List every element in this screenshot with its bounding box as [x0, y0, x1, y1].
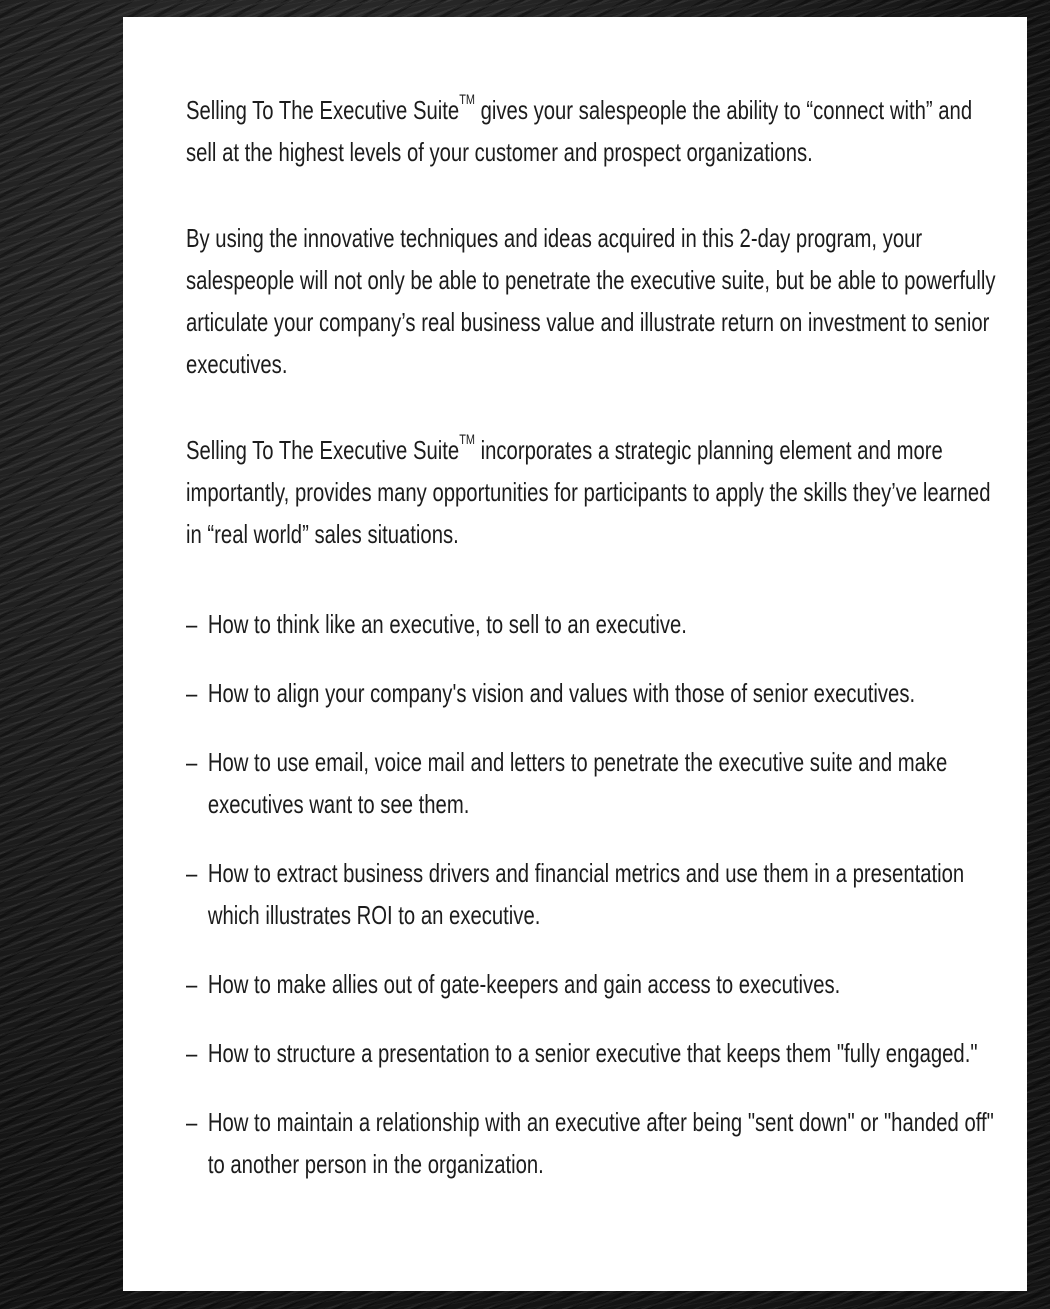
list-item [186, 1032, 1005, 1074]
list-item-text: How to use email, voice mail and letters to penetrate the executive suite and make executives want to see them. [207, 747, 948, 819]
document-body [186, 89, 1005, 1212]
trademark-mark: TM [459, 431, 475, 447]
list-item [186, 852, 1005, 936]
content-panel [123, 17, 1027, 1291]
list-item [186, 1101, 1005, 1185]
list-item-text: How to align your company's vision and values with those of senior executives. [207, 678, 916, 708]
dash-marker: – [186, 609, 198, 639]
trademark-mark: TM [459, 91, 475, 107]
list-item [186, 672, 1005, 714]
list-item [186, 741, 1005, 825]
skills-list [186, 603, 1005, 1185]
list-item [186, 963, 1005, 1005]
planning-paragraph-text: incorporates a strategic planning element and more importantly, provides many opportunities for participants to apply the skills they’ve learned in “real world” sales situations. [186, 435, 991, 549]
list-item [186, 603, 1005, 645]
intro-paragraph [186, 89, 1005, 173]
list-item-text: How to maintain a relationship with an executive after being "sent down" or "handed off" to another person in the organization. [207, 1107, 994, 1179]
product-name: Selling To The Executive Suite [186, 435, 460, 465]
list-item-text: How to structure a presentation to a senior executive that keeps them "fully engaged." [207, 1038, 978, 1068]
list-item-text: How to make allies out of gate-keepers and gain access to executives. [207, 969, 841, 999]
dash-marker: – [186, 858, 198, 888]
dash-marker: – [186, 747, 198, 777]
planning-paragraph [186, 429, 1005, 555]
intro-paragraph-text: gives your salespeople the ability to “connect with” and sell at the highest levels of your customer and prospect organizations. [186, 95, 973, 167]
dash-marker: – [186, 1038, 198, 1068]
list-item-text: How to think like an executive, to sell to an executive. [207, 609, 687, 639]
dash-marker: – [186, 678, 198, 708]
dash-marker: – [186, 1107, 198, 1137]
list-item-text: How to extract business drivers and financial metrics and use them in a presentation which illustrates ROI to an executive. [207, 858, 965, 930]
product-name: Selling To The Executive Suite [186, 95, 460, 125]
program-paragraph: By using the innovative techniques and ideas acquired in this 2-day program, your salespeople will not only be able to penetrate the executive suite, but be able to powerfully articulate your company’s real business value and illustrate return on investment to senior executives. [186, 223, 996, 379]
dash-marker: – [186, 969, 198, 999]
